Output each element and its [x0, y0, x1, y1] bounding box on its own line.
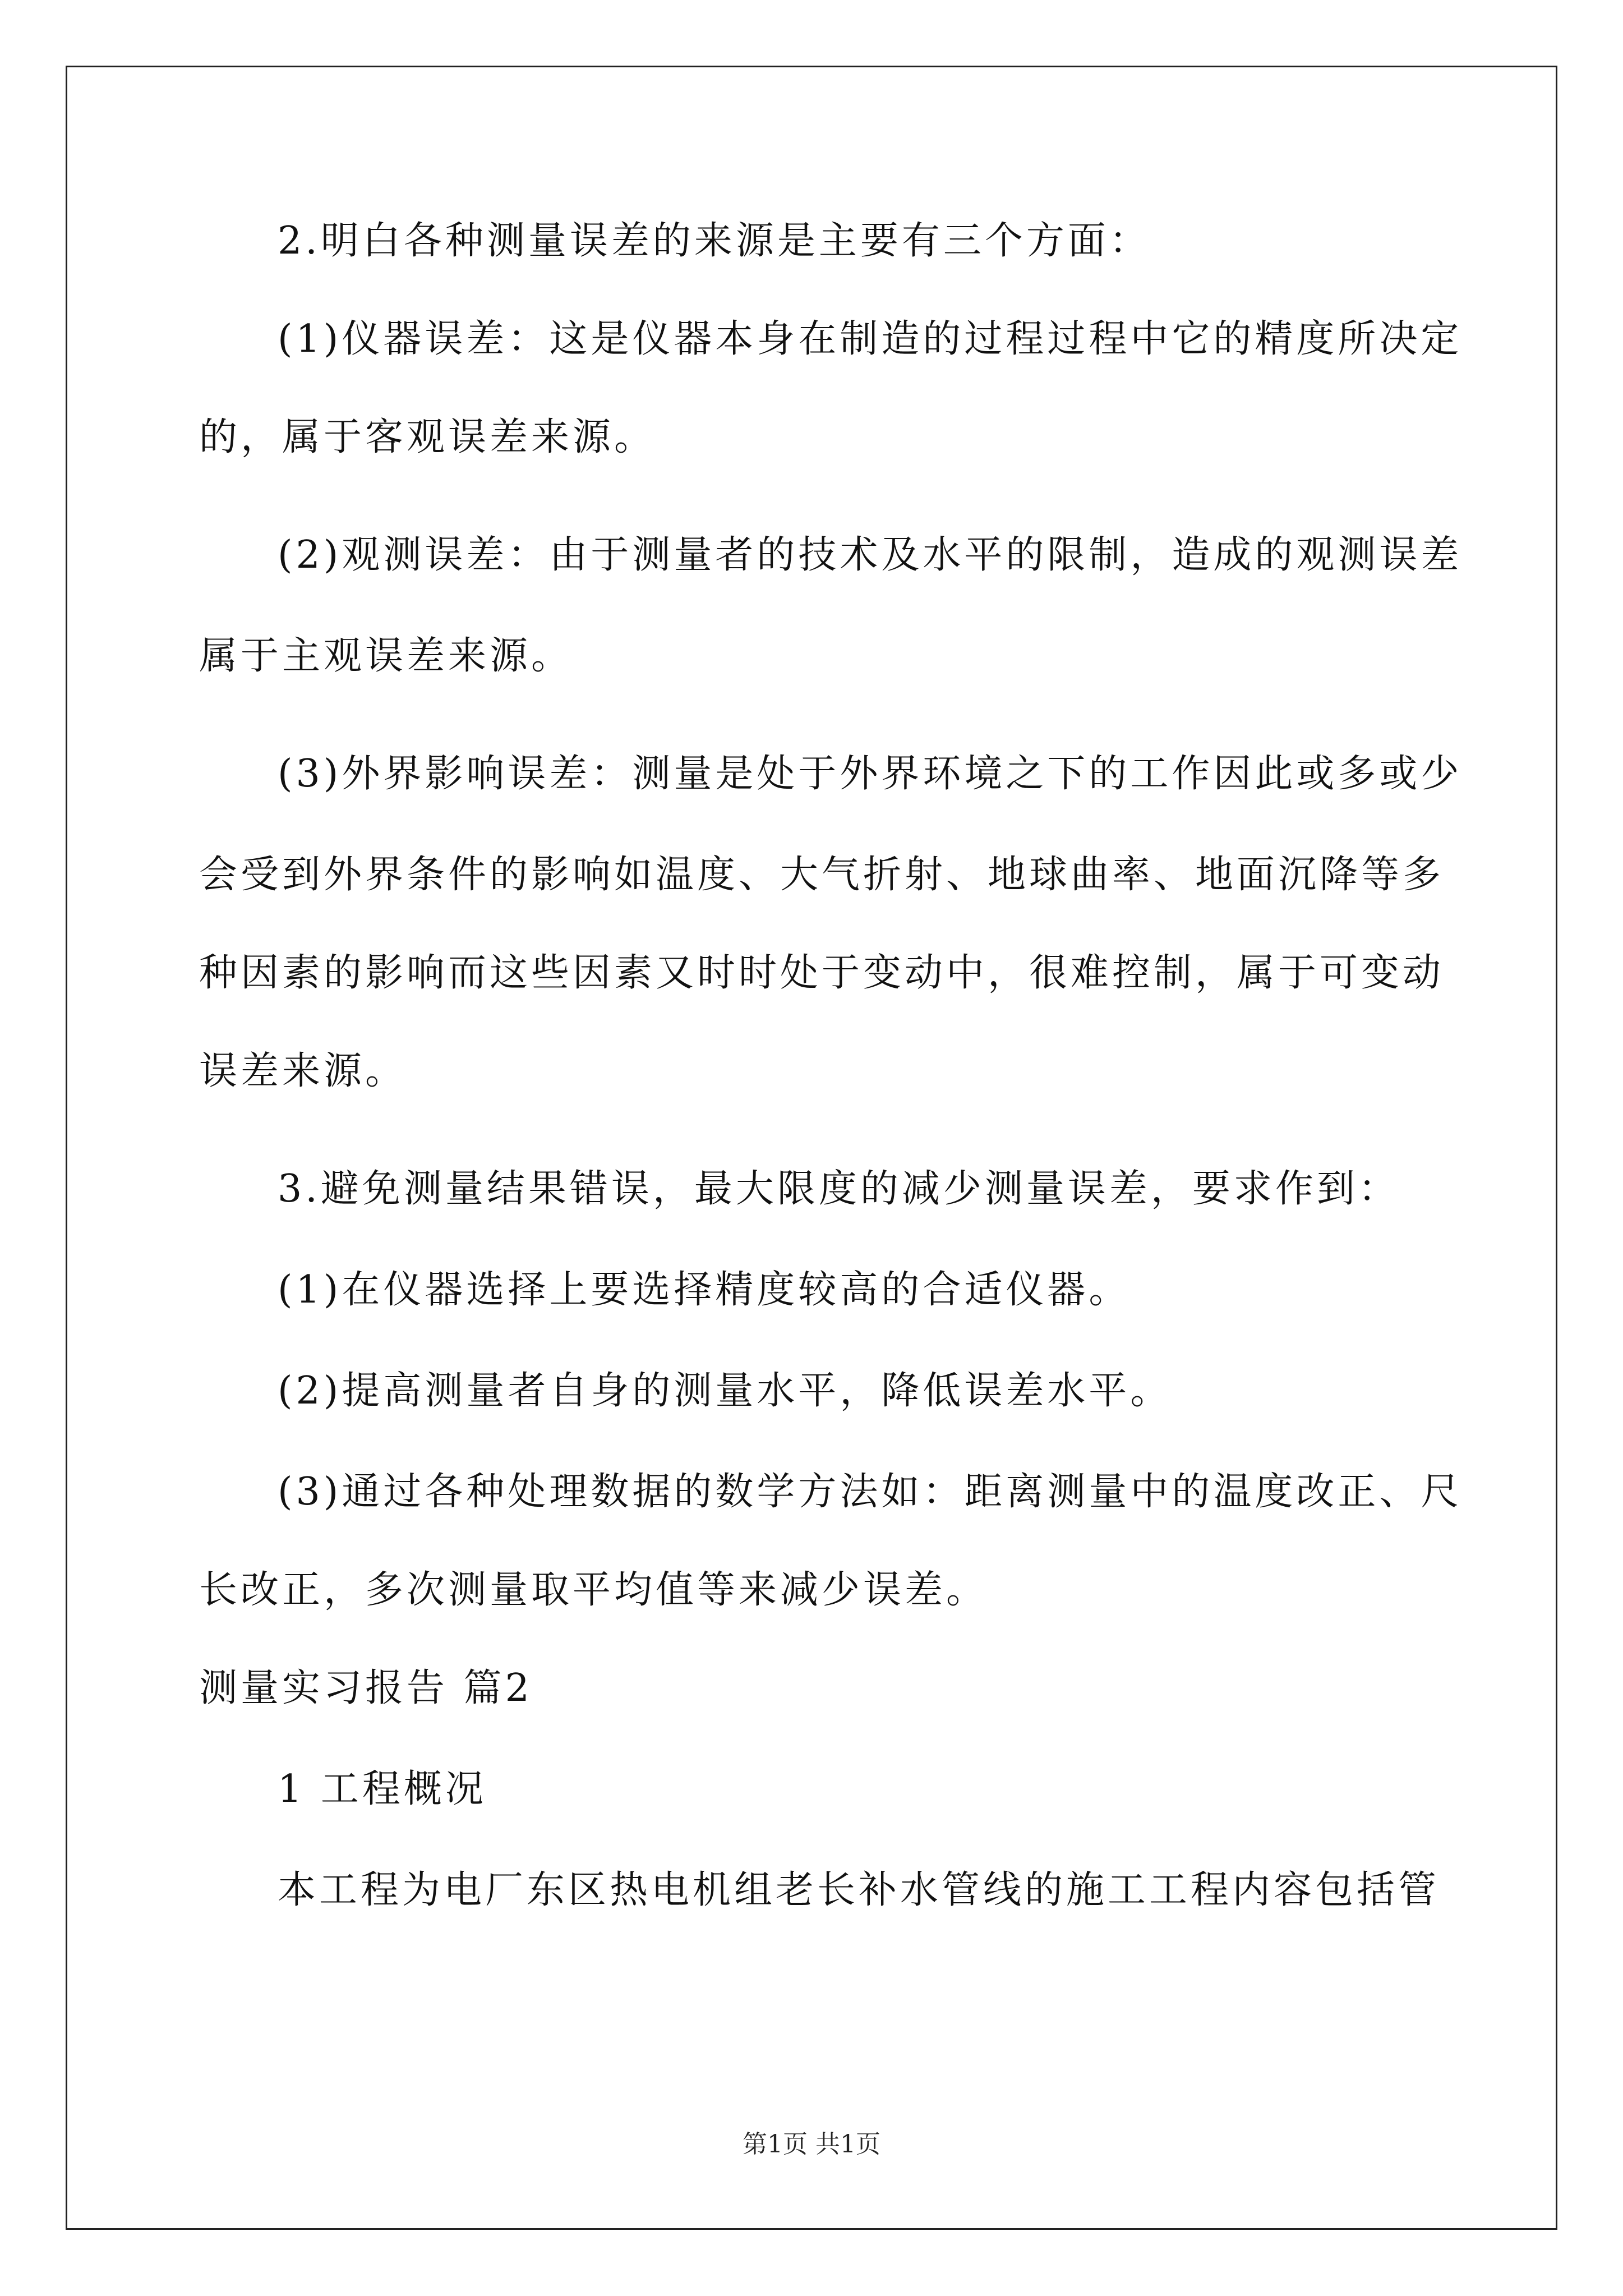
paragraph-line: 属于主观误差来源。 — [199, 634, 573, 678]
paragraph-line: 会受到外界条件的影响如温度、大气折射、地球曲率、地面沉降等多 — [199, 853, 1445, 897]
paragraph-line: 的，属于客观误差来源。 — [199, 415, 656, 459]
paragraph-line: 本工程为电厂东区热电机组老长补水管线的施工工程内容包括管 — [278, 1868, 1440, 1912]
paragraph-line: 误差来源。 — [199, 1049, 407, 1093]
page-footer: 第1页 共1页 — [743, 2130, 880, 2159]
paragraph-line: (3)通过各种处理数据的数学方法如：距离测量中的温度改正、尺 — [278, 1470, 1463, 1514]
subsection-heading: 1 工程概况 — [278, 1767, 487, 1811]
section-heading: 测量实习报告 篇2 — [199, 1666, 533, 1710]
paragraph-line: (2)提高测量者自身的测量水平，降低误差水平。 — [278, 1369, 1172, 1413]
paragraph-line: 种因素的影响而这些因素又时时处于变动中，很难控制，属于可变动 — [199, 951, 1445, 995]
paragraph-line: (2)观测误差：由于测量者的技术及水平的限制，造成的观测误差 — [278, 533, 1463, 577]
paragraph-line: (3)外界影响误差：测量是处于外界环境之下的工作因此或多或少 — [278, 752, 1463, 796]
paragraph-line: 3.避免测量结果错误，最大限度的减少测量误差，要求作到： — [278, 1167, 1400, 1211]
paragraph-line: (1)在仪器选择上要选择精度较高的合适仪器。 — [278, 1268, 1131, 1312]
paragraph-line: 长改正，多次测量取平均值等来减少误差。 — [199, 1568, 988, 1612]
paragraph-line: (1)仪器误差：这是仪器本身在制造的过程过程中它的精度所决定 — [278, 317, 1463, 361]
paragraph-line: 2.明白各种测量误差的来源是主要有三个方面： — [278, 219, 1151, 263]
